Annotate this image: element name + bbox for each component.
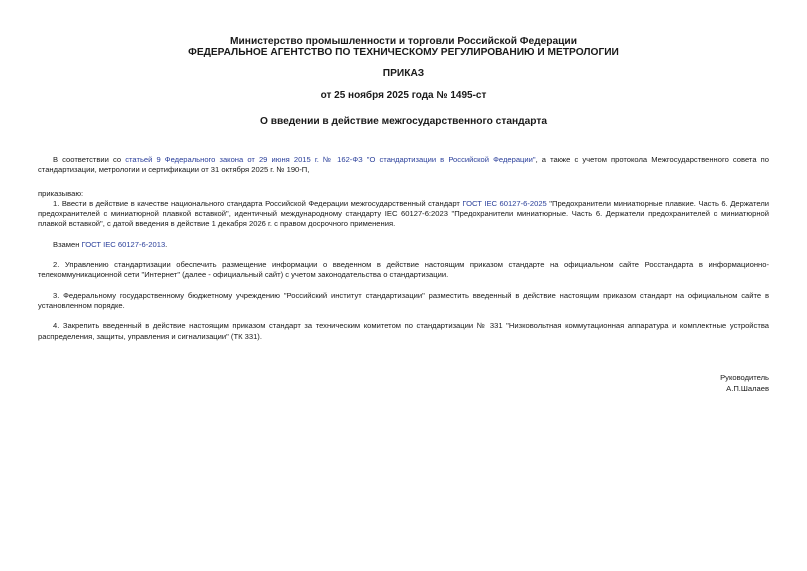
signature-block [720, 373, 769, 394]
item-1-suffix: "Предохранители миниатюрные плавкие. Часть 6. Держатели предохранителей с миниатюрной плавкой вставкой", идентичный международному стандарту IEC 60127-6:2023 "Предохранители миниатюрные. Часть 6. Держатели предохранителей с миниатюрной плавкой вставкой", с датой введения в действие 1 декабря 2026 г. с правом досрочного применения. [38, 198, 769, 229]
replace-suffix: . [165, 239, 168, 249]
signatory-title: Руководитель [720, 373, 769, 382]
replace-prefix: Взамен [53, 239, 82, 249]
standard-link[interactable]: ГОСТ IEC 60127-6-2025 [462, 198, 547, 208]
replace-paragraph [38, 240, 769, 250]
order-word: приказываю: [38, 188, 84, 198]
law-link[interactable]: статьей 9 Федерального закона от 29 июня 2015 г. № 162-ФЗ "О стандартизации в Российской Федерации" [125, 155, 536, 164]
ministry-name: Министерство промышленности и торговли Российской Федерации [230, 36, 577, 47]
document-date-number: от 25 ноября 2025 года № 1495-ст [320, 90, 487, 101]
item-1-prefix: 1. Ввести в действие в качестве национального стандарта Российской Федерации межгосударственный стандарт [53, 198, 463, 208]
signatory-name: А.П.Шалаев [726, 383, 769, 393]
intro-suffix: , а также с учетом протокола Межгосударственного совета по стандартизации, метрологии и сертификации от 31 октября 2025 г. № 190-П, [38, 155, 769, 175]
document-body [38, 155, 769, 342]
document-type: ПРИКАЗ [382, 68, 425, 79]
item-1-paragraph [38, 199, 769, 230]
item-4-paragraph: 4. Закрепить введенный в действие настоящим приказом стандарт за техническим комитетом по стандартизации № 331 "Низковольтная коммутационная аппаратура и комплектные устройства распределения, защиты, управления и сигнализации" (ТК 331). [38, 321, 769, 341]
intro-prefix: В соответствии со [53, 155, 126, 164]
document-subject: О введении в действие межгосударственного стандарта [259, 116, 548, 127]
replaced-standard-link[interactable]: ГОСТ IEC 60127-6-2013 [81, 239, 166, 249]
agency-name: ФЕДЕРАЛЬНОЕ АГЕНТСТВО ПО ТЕХНИЧЕСКОМУ РЕГУЛИРОВАНИЮ И МЕТРОЛОГИИ [188, 47, 619, 58]
item-3-paragraph: 3. Федеральному государственному бюджетному учреждению "Российский институт стандартизации" разместить введенный в действие настоящим приказом стандарт на официальном сайте в установленном порядке. [38, 290, 769, 310]
item-2-paragraph: 2. Управлению стандартизации обеспечить размещение информации о введенном в действие настоящим приказом стандарте на официальном сайте Росстандарта в информационно-телекоммуникационной сети "Интернет" (далее - официальный сайт) с учетом законодательства о стандартизации. [38, 260, 769, 280]
intro-paragraph [38, 155, 769, 176]
